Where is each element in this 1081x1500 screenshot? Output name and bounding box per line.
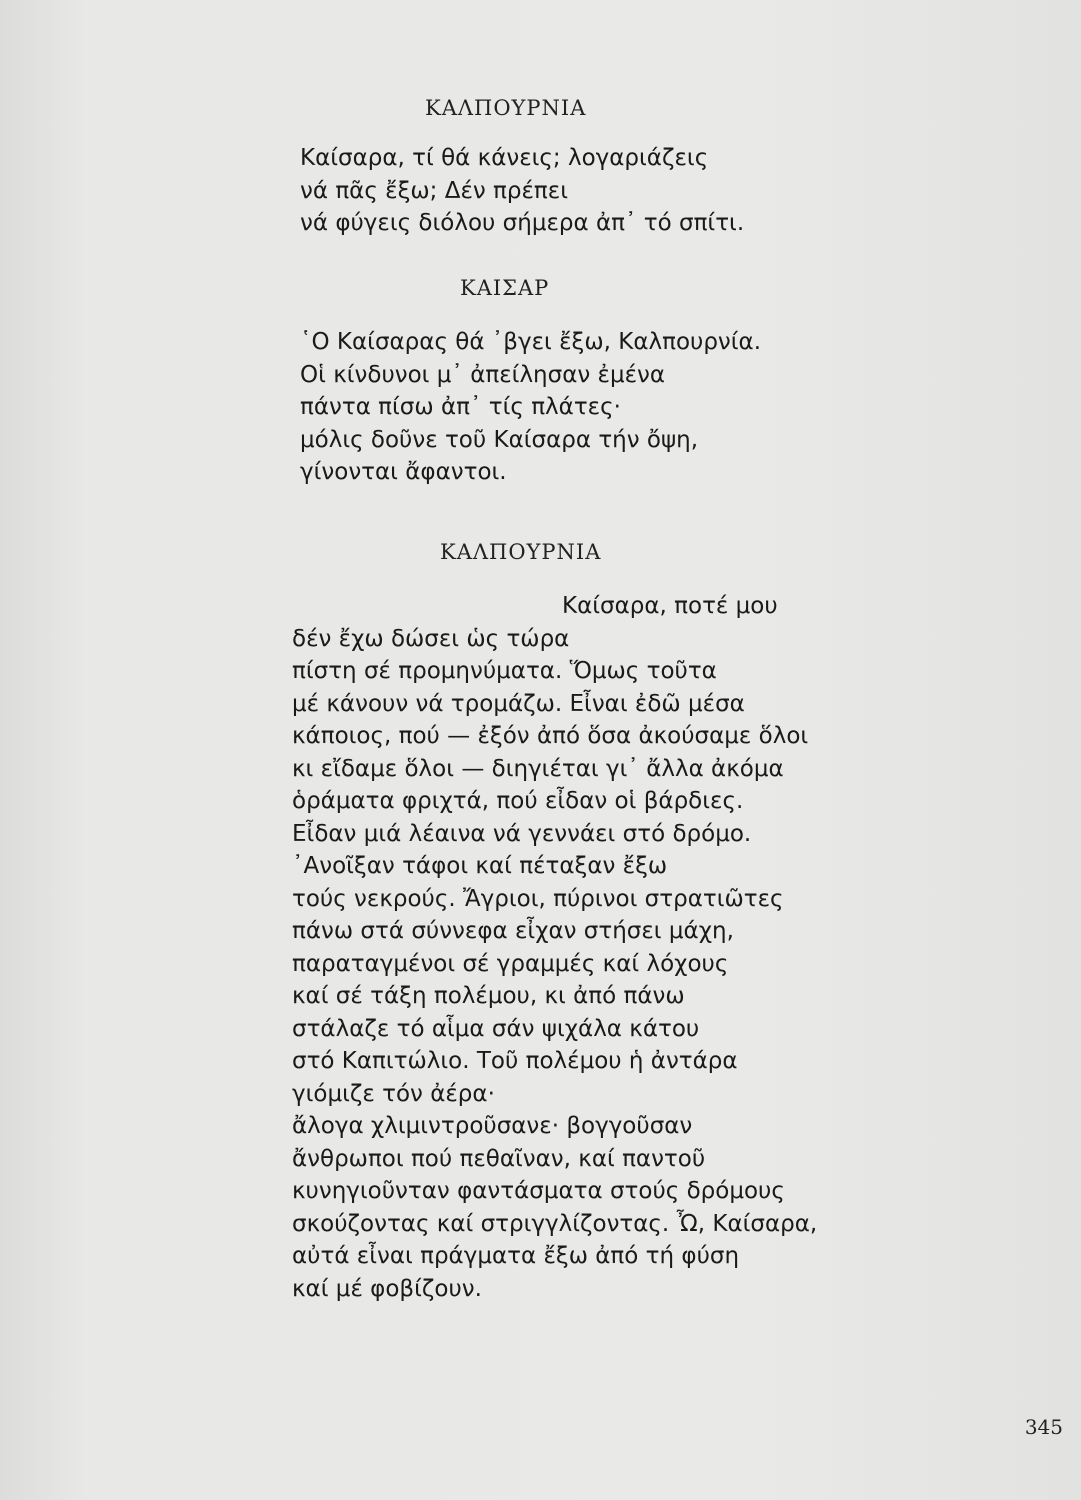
speaker-heading-caesar: ΚΑΙΣΑΡ <box>460 276 550 300</box>
verse-line: πάντα πίσω ἀπ᾽ τίς πλάτες· <box>300 394 621 420</box>
verse-line: ῾Ο Καίσαρας θά ᾽βγει ἔξω, Καλπουρνία. <box>300 329 762 355</box>
verse-line: κάποιος, πού — ἐξόν ἀπό ὅσα ἀκούσαμε ὅλοι <box>292 723 809 749</box>
verse-line: τούς νεκρούς. Ἄγριοι, πύρινοι στρατιῶτες <box>292 885 784 912</box>
verse-line: Καίσαρα, τί θά κάνεις; λογαριάζεις <box>300 145 709 171</box>
verse-line: πάνω στά σύννεφα εἶχαν στήσει μάχη, <box>292 918 734 944</box>
verse-block-3 <box>292 590 817 1305</box>
verse-line: ᾽Ανοῖξαν τάφοι καί πέταξαν ἔξω <box>292 853 668 879</box>
speaker-heading-calpurnia-1: ΚΑΛΠΟΥΡΝΙΑ <box>425 96 587 120</box>
verse-line: καί μέ φοβίζουν. <box>292 1275 482 1302</box>
verse-line: πίστη σέ προμηνύματα. Ὅμως τοῦτα <box>292 658 717 684</box>
verse-line: μόλις δοῦνε τοῦ Καίσαρα τήν ὄψη, <box>300 426 699 453</box>
verse-line: γίνονται ἄφαντοι. <box>300 459 507 485</box>
verse-line: Οἱ κίνδυνοι μ᾽ ἀπείλησαν ἐμένα <box>300 361 666 388</box>
verse-line: κυνηγιοῦνταν φαντάσματα στούς δρόμους <box>292 1178 785 1204</box>
verse-line: μέ κάνουν νά τρομάζω. Εἶναι ἐδῶ μέσα <box>292 690 745 717</box>
verse-line: παραταγμένοι σέ γραμμές καί λόχους <box>292 950 729 977</box>
verse-line: νά φύγεις διόλου σήμερα ἀπ᾽ τό σπίτι. <box>300 210 745 236</box>
verse-line: κι εἴδαμε ὅλοι — διηγιέται γι᾽ ἄλλα ἀκόμα <box>292 755 784 782</box>
verse-line: Καίσαρα, ποτέ μου <box>562 593 778 619</box>
speaker-heading-calpurnia-2: ΚΑΛΠΟΥΡΝΙΑ <box>440 540 602 564</box>
verse-line: σκούζοντας καί στριγγλίζοντας. Ὦ, Καίσαρα, <box>292 1210 818 1237</box>
verse-line: νά πᾶς ἔξω; Δέν πρέπει <box>300 177 568 204</box>
verse-line: Εἶδαν μιά λέαινα νά γεννάει στό δρόμο. <box>292 820 752 847</box>
verse-block-2 <box>300 326 761 489</box>
verse-line: καί σέ τάξη πολέμου, κι ἀπό πάνω <box>292 983 685 1009</box>
verse-line: ἄλογα χλιμιντροῦσανε· βογγοῦσαν <box>292 1113 693 1139</box>
verse-line: στό Καπιτώλιο. Τοῦ πολέμου ἡ ἀντάρα <box>292 1048 738 1074</box>
verse-line: ἄνθρωποι πού πεθαῖναν, καί παντοῦ <box>292 1145 706 1172</box>
verse-block-1 <box>300 142 744 240</box>
verse-line: δέν ἔχω δώσει ὡς τώρα <box>292 625 570 652</box>
verse-line: στάλαζε τό αἷμα σάν ψιχάλα κάτου <box>292 1015 700 1042</box>
page-number: 345 <box>1024 1415 1063 1439</box>
verse-line: αὐτά εἶναι πράγματα ἔξω ἀπό τή φύση <box>292 1243 740 1269</box>
verse-line: γιόμιζε τόν ἀέρα· <box>292 1080 495 1107</box>
verse-line: ὁράματα φριχτά, πού εἶδαν οἱ βάρδιες. <box>292 788 744 814</box>
